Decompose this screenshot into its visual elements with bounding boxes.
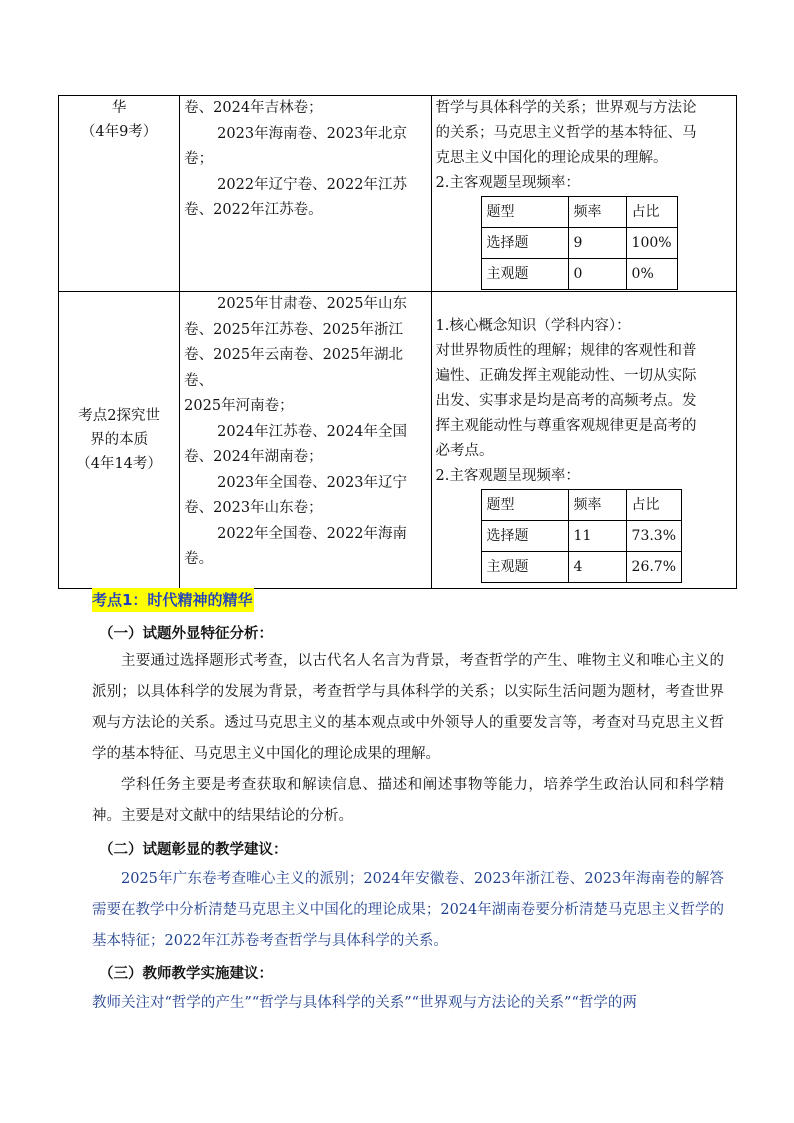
table-cell: 26.7% [626,552,681,583]
analysis-line: 挥主观能动性与尊重客观规律更是高考的 [435,418,697,435]
analysis-line: 克思主义中国化的理论成果的理解。 [435,150,668,166]
exam-line: 卷、 [184,372,214,389]
exam-line: 卷。 [184,551,214,568]
exam-analysis-table [58,95,737,589]
exam-line: 卷、2025年云南卷、2025年湖北 [184,347,403,364]
analysis-line: 2.主客观题呈现频率： [435,468,580,485]
exam-list-cell [180,96,431,292]
topic-label-line: （4年14考） [76,456,162,473]
table-row [481,197,677,228]
table-header-cell: 占比 [626,490,681,521]
table-cell: 主观题 [481,259,568,290]
topic-label-line: 华 [111,100,127,116]
table-cell: 11 [568,521,626,552]
analysis-line: 必考点。 [435,443,494,460]
paragraph [92,646,724,832]
topic-label-cell [59,96,180,292]
analysis-line: 遍性、正确发挥主观能动性、一切从实际 [435,368,697,385]
table-row [481,490,681,521]
analysis-line: 2.主客观题呈现频率： [435,175,580,191]
table-cell: 73.3% [626,521,681,552]
exam-line: 2025年河南卷； [184,398,294,415]
table-row [481,259,677,290]
exam-line: 2023年海南卷、2023年北京 [217,125,407,142]
topic-label-line: 界的本质 [90,432,149,449]
table-cell: 100% [626,228,677,259]
section-title: 考点1：时代精神的精华 [92,588,254,612]
paragraph-text: 教师关注对“哲学的产生”“哲学与具体科学的关系”“世界观与方法论的关系”“哲学的两 [92,995,637,1011]
table-header-cell: 频率 [568,197,626,228]
paragraph-text: 主要通过选择题形式考查，以古代名人名言为背景，考查哲学的产生、唯物主义和唯心主义的派别；以具体科学的发展为背景，考查哲学与具体科学的关系；以实际生活问题为题材，考查世界观与方法论的关系。透过马克思主义的基本观点或中外领导人的重要发言等，考查对马克思主义哲学的基本特征、马克思主义中国化的理论成果的理解。 [92,653,724,762]
frequency-table [481,196,678,290]
exam-line: 卷、2023年山东卷； [184,500,323,517]
subsection-title: （一）试题外显特征分析： [99,626,273,642]
exam-line: 卷； [184,151,214,167]
table-cell: 主观题 [481,552,568,583]
exam-line: 2022年辽宁卷、2022年江苏 [217,176,407,193]
table-header-cell: 占比 [626,197,677,228]
analysis-cell [431,292,736,589]
table-row [481,521,681,552]
table-header-cell: 题型 [481,197,568,228]
frequency-table [481,489,682,583]
table-cell: 选择题 [481,521,568,552]
table-row [59,96,737,292]
table-row [481,552,681,583]
analysis-line: 出发、实事求是均是高考的高频考点。发 [435,393,697,410]
table-cell: 0 [568,259,626,290]
topic-label-line: 考点2探究世 [78,408,160,425]
exam-line: 2025年甘肃卷、2025年山东 [217,296,407,313]
table-header-cell: 题型 [481,490,568,521]
analysis-line: 的关系；马克思主义哲学的基本特征、马 [435,125,697,141]
exam-line: 卷、2024年吉林卷； [184,100,323,116]
paragraph-text: 2025年广东卷考查唯心主义的派别；2024年安徽卷、2023年浙江卷、2023年海南卷的解答需要在教学中分析清楚马克思主义中国化的理论成果；2024年湖南卷要分析清楚马克思主义哲学的基本特征；2022年江苏卷考查哲学与具体科学的关系。 [92,871,724,949]
analysis-line: 哲学与具体科学的关系；世界观与方法论 [435,100,697,116]
exam-line: 卷、2022年江苏卷。 [184,202,323,218]
exam-line: 卷、2024年湖南卷； [184,449,323,466]
topic-label-cell [59,292,180,589]
exam-line: 2023年全国卷、2023年辽宁 [217,474,407,491]
table-cell: 4 [568,552,626,583]
exam-line: 2022年全国卷、2022年海南 [217,525,407,542]
analysis-cell [431,96,736,292]
analysis-line: 1.核心概念知识（学科内容）： [435,318,631,335]
exam-line: 2024年江苏卷、2024年全国 [217,423,407,440]
subsection-title: （三）教师教学实施建议： [99,966,273,982]
paragraph [92,988,724,1019]
exam-line: 卷、2025年江苏卷、2025年浙江 [184,321,403,338]
paragraph [92,864,724,957]
table-cell: 选择题 [481,228,568,259]
paragraph-text: 学科任务主要是考查获取和解读信息、描述和阐述事物等能力，培养学生政治认同和科学精神。主要是对文献中的结果结论的分析。 [92,777,724,824]
subsection-title: （二）试题彰显的教学建议： [99,842,288,858]
analysis-line: 对世界物质性的理解；规律的客观性和普 [435,343,697,360]
table-row [481,228,677,259]
topic-label-line: （4年9考） [80,124,158,140]
table-header-cell: 频率 [568,490,626,521]
table-cell: 9 [568,228,626,259]
table-row [59,292,737,589]
table-cell: 0% [626,259,677,290]
exam-list-cell [180,292,431,589]
